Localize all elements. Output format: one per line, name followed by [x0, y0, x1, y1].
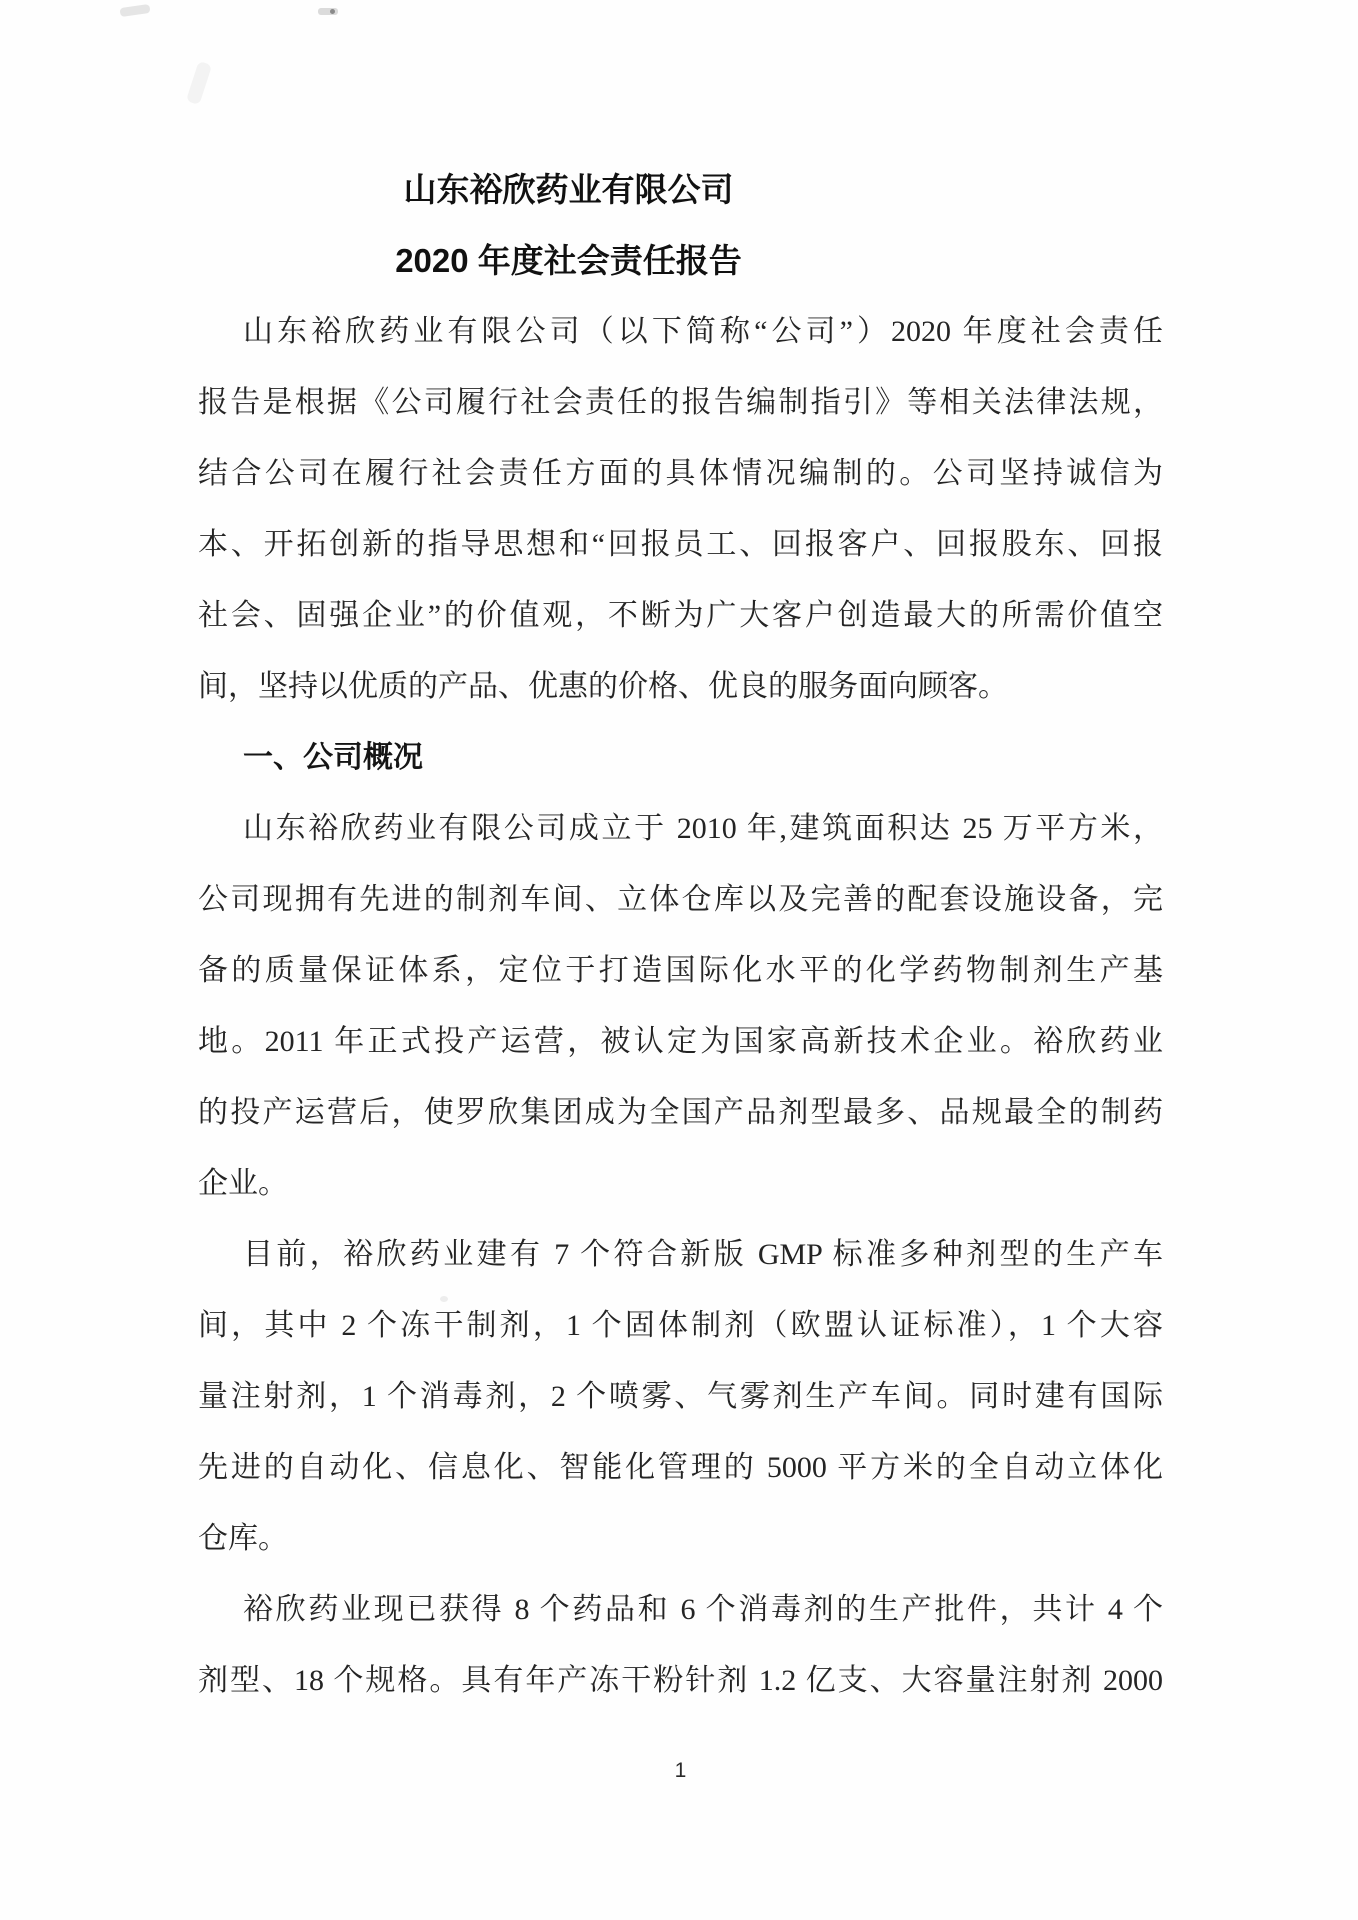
- paragraph-line: 地。2011 年正式投产运营，被认定为国家高新技术企业。裕欣药业: [198, 1025, 1163, 1058]
- paragraph-line: 结合公司在履行社会责任方面的具体情况编制的。公司坚持诚信为: [198, 457, 1163, 490]
- paragraph-line: 剂型、18 个规格。具有年产冻干粉针剂 1.2 亿支、大容量注射剂 2000: [198, 1664, 1163, 1697]
- page-number: 1: [674, 1759, 687, 1782]
- paragraph-line: 的投产运营后，使罗欣集团成为全国产品剂型最多、品规最全的制药: [198, 1096, 1163, 1129]
- page-title-line2: 2020 年度社会责任报告: [395, 242, 742, 279]
- paragraph-line: 本、开拓创新的指导思想和“回报员工、回报客户、回报股东、回报: [198, 528, 1163, 561]
- paragraph-line: 社会、固强企业”的价值观，不断为广大客户创造最大的所需价值空: [198, 599, 1163, 632]
- paragraph-line: 间，其中 2 个冻干制剂，1 个固体制剂（欧盟认证标准），1 个大容: [198, 1309, 1163, 1342]
- paragraph-line: 企业。: [198, 1167, 288, 1200]
- paragraph-line: 量注射剂，1 个消毒剂，2 个喷雾、气雾剂生产车间。同时建有国际: [198, 1380, 1163, 1413]
- scan-artifact: [186, 61, 212, 105]
- paragraph-line: 山东裕欣药业有限公司（以下简称“公司”）2020 年度社会责任: [243, 315, 1163, 348]
- paragraph-line: 报告是根据《公司履行社会责任的报告编制指引》等相关法律法规，: [198, 386, 1163, 419]
- paragraph-line: 仓库。: [198, 1522, 288, 1555]
- paragraph-line: 公司现拥有先进的制剂车间、立体仓库以及完善的配套设施设备，完: [198, 883, 1163, 916]
- page-title-line1: 山东裕欣药业有限公司: [403, 171, 734, 208]
- paragraph-line: 目前，裕欣药业建有 7 个符合新版 GMP 标准多种剂型的生产车: [243, 1238, 1163, 1271]
- paragraph-line: 裕欣药业现已获得 8 个药品和 6 个消毒剂的生产批件，共计 4 个: [243, 1593, 1163, 1626]
- section-heading: 一、公司概况: [243, 741, 423, 774]
- paragraph-line: 间，坚持以优质的产品、优惠的价格、优良的服务面向顾客。: [198, 670, 1008, 703]
- scan-artifact: [120, 4, 151, 17]
- scan-artifact: [318, 8, 338, 15]
- paragraph-line: 山东裕欣药业有限公司成立于 2010 年,建筑面积达 25 万平方米，: [243, 812, 1163, 845]
- document-body: [198, 154, 1163, 1786]
- paragraph-line: 备的质量保证体系，定位于打造国际化水平的化学药物制剂生产基: [198, 954, 1163, 987]
- paragraph-line: 先进的自动化、信息化、智能化管理的 5000 平方米的全自动立体化: [198, 1451, 1163, 1484]
